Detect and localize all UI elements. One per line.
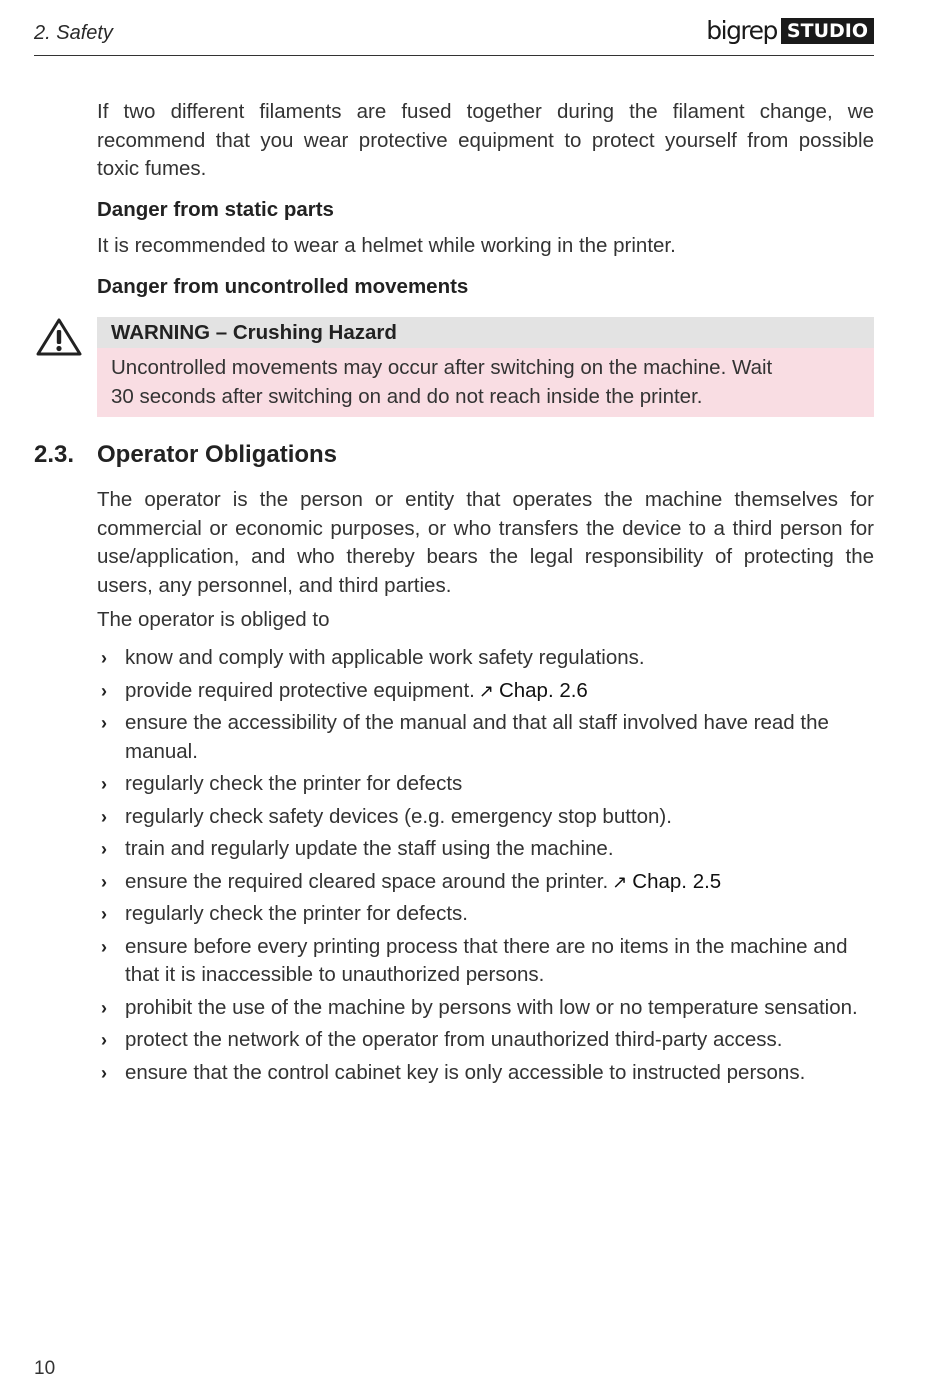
static-parts-heading: Danger from static parts bbox=[97, 198, 334, 221]
list-item-text: regularly check the printer for defects. bbox=[125, 902, 468, 925]
list-item-text: train and regularly update the staff using the machine. bbox=[125, 837, 614, 860]
list-item-text: ensure the required cleared space around the printer. bbox=[125, 869, 609, 893]
warning-title: WARNING – Crushing Hazard bbox=[97, 317, 874, 348]
list-item bbox=[97, 709, 874, 766]
bullet-marker: › bbox=[101, 774, 107, 794]
static-parts-text: It is recommended to wear a helmet while working in the printer. bbox=[97, 234, 676, 257]
operator-paragraph: The operator is the person or entity that operates the machine themselves for commercial or economic purposes, or who transfers the device to a third person for use/application, and who thereby bears the legal responsibility of protecting the users, any personnel, and third parties. bbox=[97, 488, 874, 597]
movements-heading: Danger from uncontrolled movements bbox=[97, 275, 469, 298]
chapter-reference-link[interactable] bbox=[608, 870, 721, 893]
logo-brand: bigrep bbox=[706, 16, 777, 45]
bullet-marker: › bbox=[101, 806, 107, 827]
bullet-marker: › bbox=[101, 839, 107, 859]
bullet-marker: › bbox=[101, 871, 107, 892]
list-item-text: know and comply with applicable work safety regulations. bbox=[125, 646, 645, 669]
bullet-marker: › bbox=[101, 648, 107, 668]
list-item bbox=[97, 933, 874, 990]
list-item-text: prohibit the use of the machine by persons with low or no temperature sensation. bbox=[125, 995, 858, 1019]
chapter-reference-link[interactable] bbox=[475, 679, 588, 702]
list-item bbox=[97, 770, 874, 799]
intro-paragraph: If two different filaments are fused together during the filament change, we recommend that you wear protective equipment to protect yourself from possible toxic fumes. bbox=[97, 100, 874, 180]
list-item bbox=[97, 644, 874, 673]
list-item-text: regularly check safety devices (e.g. emergency stop button). bbox=[125, 804, 672, 828]
list-item bbox=[97, 677, 874, 706]
list-item bbox=[97, 868, 874, 897]
warning-box bbox=[97, 317, 874, 417]
bullet-marker: › bbox=[101, 713, 107, 733]
list-item bbox=[97, 900, 874, 929]
list-item bbox=[97, 1059, 874, 1088]
bullet-marker: › bbox=[101, 936, 107, 957]
bullet-marker: › bbox=[101, 904, 107, 924]
obligations-list bbox=[97, 644, 874, 1091]
bullet-marker: › bbox=[101, 997, 107, 1018]
list-item-text: regularly check the printer for defects bbox=[125, 772, 463, 795]
list-item bbox=[97, 803, 874, 832]
section-number: 2.3. bbox=[34, 441, 75, 468]
warning-body bbox=[97, 348, 874, 417]
page-header bbox=[34, 14, 874, 56]
bullet-marker: › bbox=[101, 1030, 107, 1050]
warning-triangle-icon bbox=[35, 317, 83, 357]
list-item bbox=[97, 994, 874, 1023]
list-item-text: protect the network of the operator from unauthorized third-party access. bbox=[125, 1028, 783, 1051]
header-chapter: 2. Safety bbox=[34, 22, 113, 44]
chapter-reference-text: Chap. 2.5 bbox=[632, 869, 722, 893]
chapter-reference-text: Chap. 2.6 bbox=[498, 678, 588, 702]
warning-line-1: Uncontrolled movements may occur after switching on the machine. Wait bbox=[111, 356, 773, 379]
section-title: Operator Obligations bbox=[97, 441, 338, 468]
bullet-marker: › bbox=[101, 1062, 107, 1083]
list-item-text: ensure before every printing process that there are no items in the machine and that it is inaccessible to unauthorized persons. bbox=[125, 934, 848, 986]
bullet-marker: › bbox=[101, 680, 107, 701]
arrow-up-right-icon: ↗ bbox=[612, 871, 633, 892]
arrow-up-right-icon: ↗ bbox=[478, 680, 499, 701]
bigrep-studio-logo bbox=[706, 16, 874, 46]
page-number: 10 bbox=[34, 1358, 56, 1379]
list-item-text: provide required protective equipment. bbox=[125, 678, 475, 702]
operator-intro: The operator is obliged to bbox=[97, 608, 330, 631]
list-item-text: ensure that the control cabinet key is only accessible to instructed persons. bbox=[125, 1060, 806, 1084]
list-item bbox=[97, 835, 874, 864]
warning-line-2: 30 seconds after switching on and do not reach inside the printer. bbox=[111, 384, 703, 408]
list-item-text: ensure the accessibility of the manual and that all staff involved have read the manual. bbox=[125, 711, 829, 763]
list-item bbox=[97, 1026, 874, 1055]
logo-product: STUDIO bbox=[781, 18, 874, 44]
